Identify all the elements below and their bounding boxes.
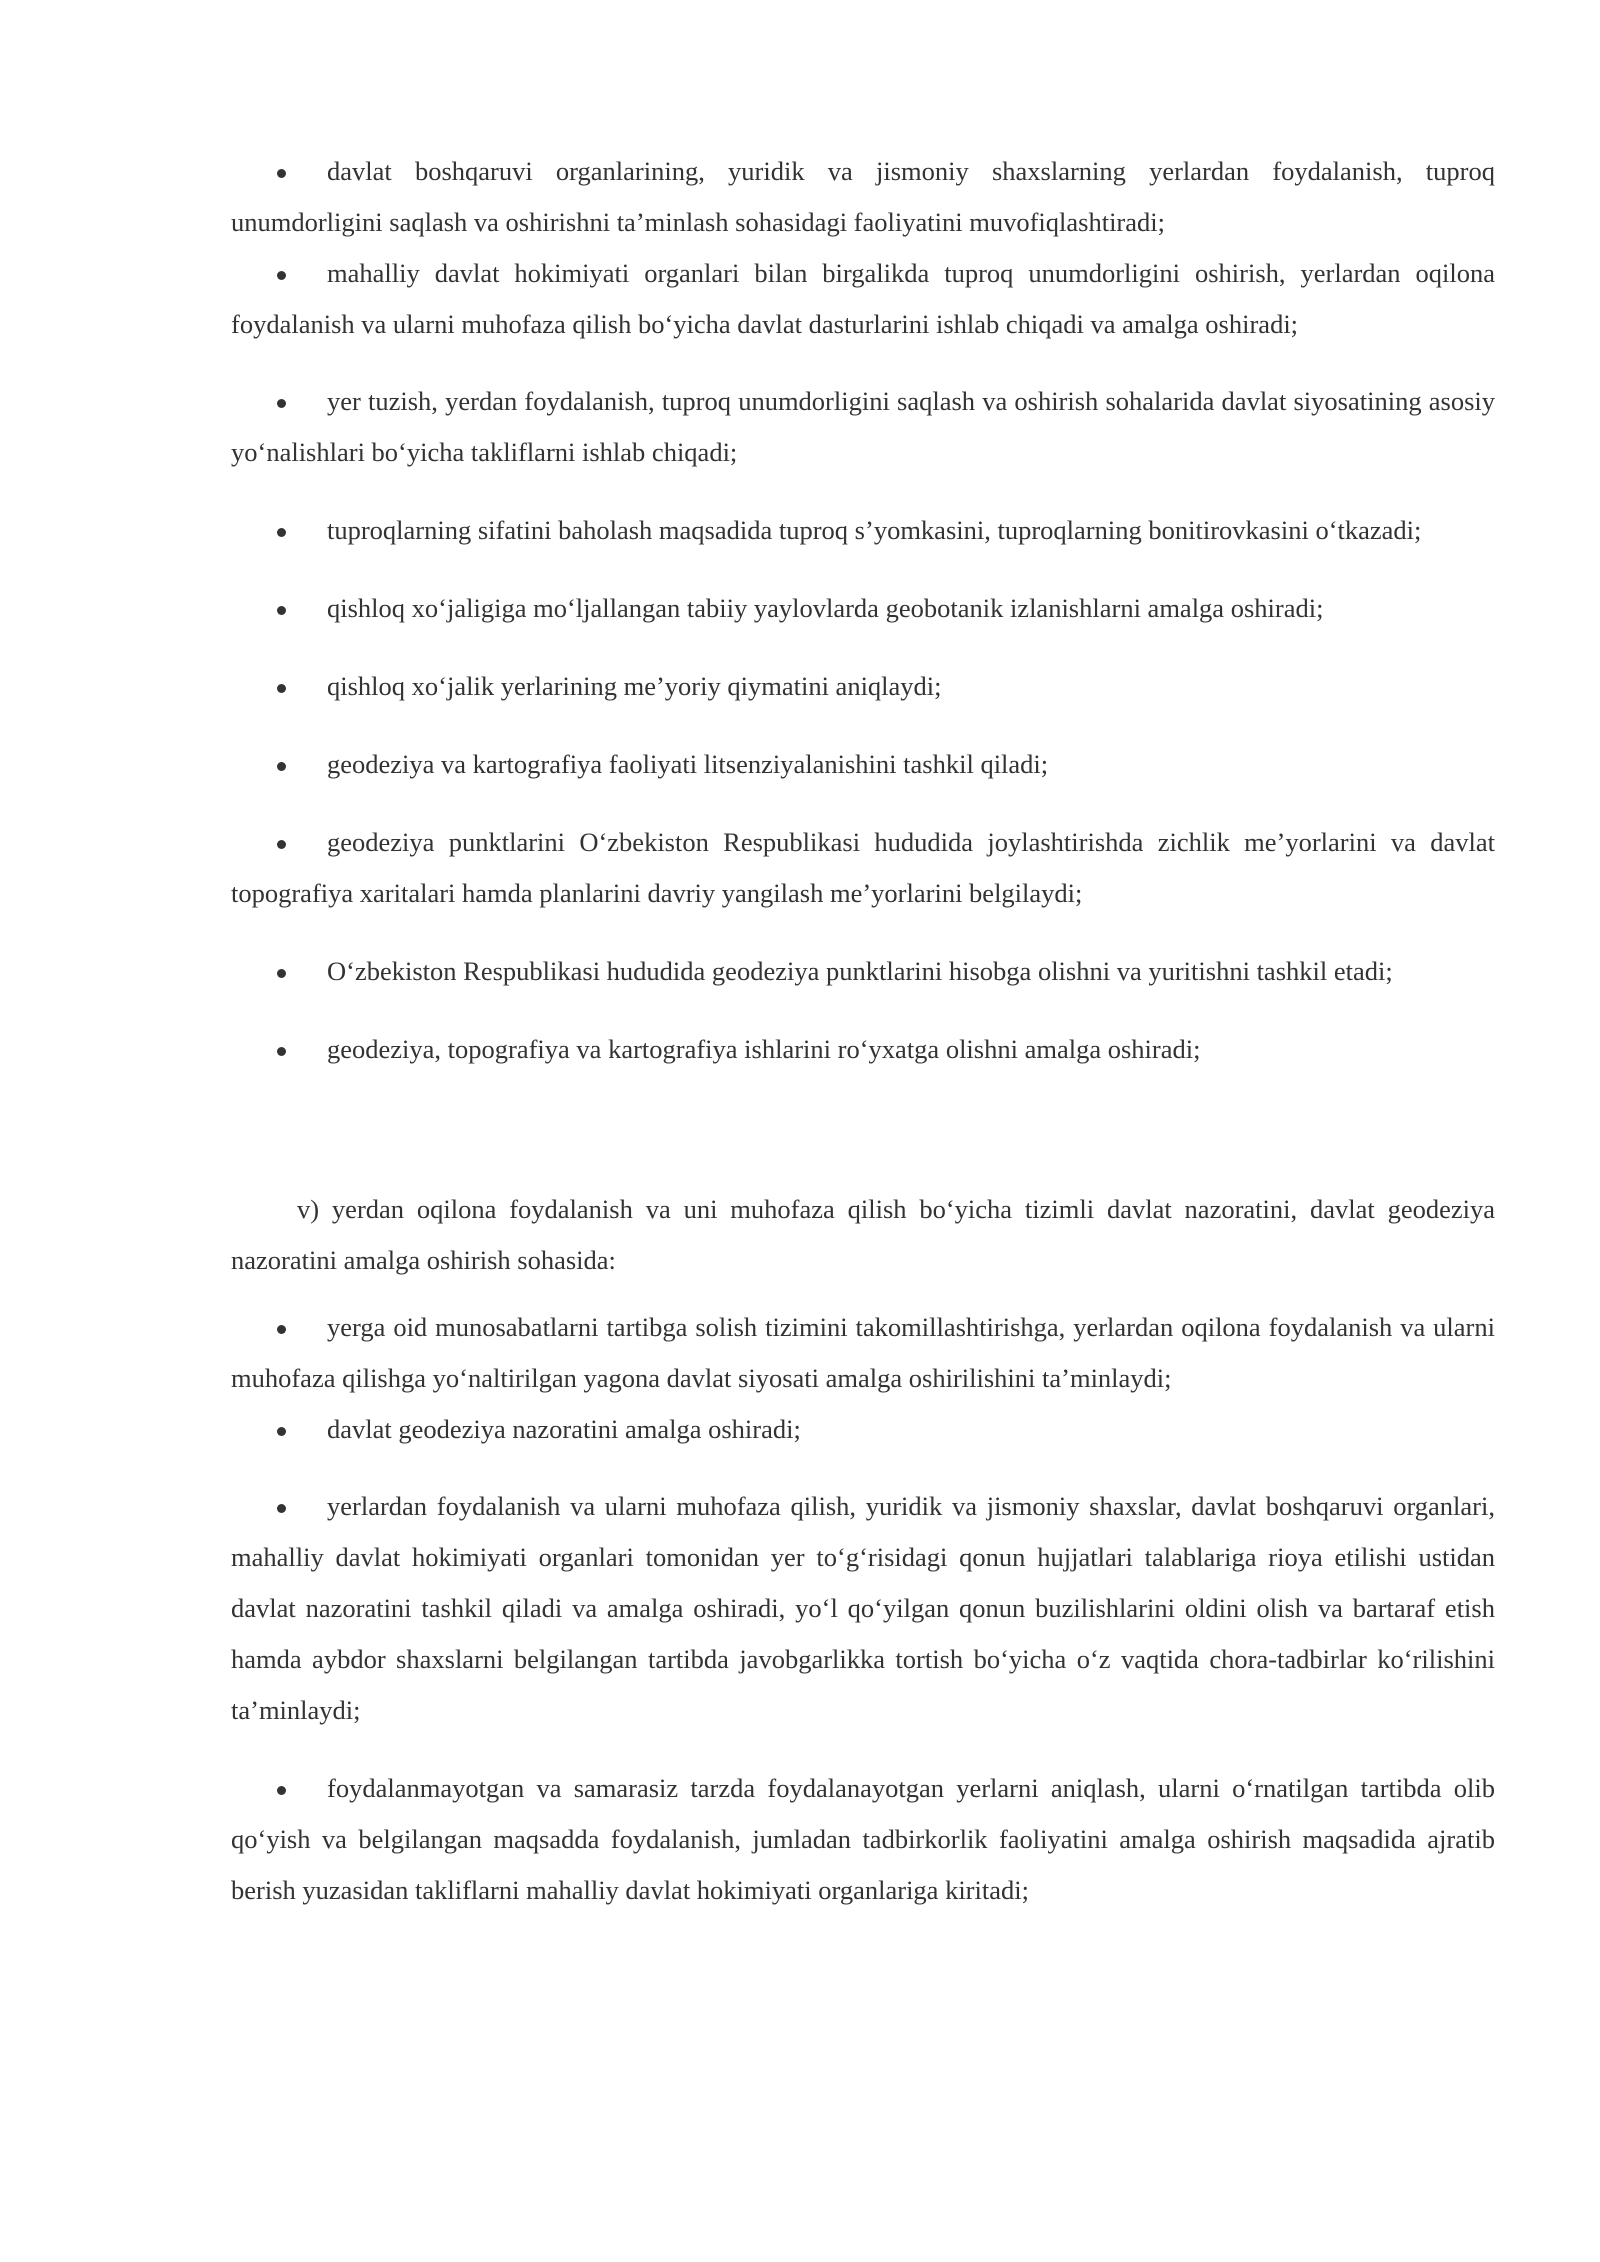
list-item-text: yer tuzish, yerdan foydalanish, tuproq unumdorligini saqlash va oshirish sohalarida davlat siyosatining asosiy yo‘nalishlari bo‘yicha takliflarni ishlab chiqadi; bbox=[231, 386, 1495, 467]
list-item-text: mahalliy davlat hokimiyati organlari bilan birgalikda tuproq unumdorligini oshirish, yerlardan oqilona foydalanish va ularni muhofaza qilish bo‘yicha davlat dasturlarini ishlab chiqadi va amalga oshiradi; bbox=[231, 258, 1495, 339]
list-item bbox=[231, 1481, 1495, 1736]
list-item-text: foydalanmayotgan va samarasiz tarzda foydalanayotgan yerlarni aniqlash, ularni o‘rnatilgan tartibda olib qo‘yish va belgilangan maqsadda foydalanish, jumladan tadbirkorlik faoliyatini amalga oshirish maqsadida ajratib berish yuzasidan takliflarni mahalliy davlat hokimiyati organlariga kiritadi; bbox=[231, 1773, 1495, 1905]
list-item-text: qishloq xo‘jalik yerlarining me’yoriy qiymatini aniqlaydi; bbox=[327, 671, 942, 701]
list-item-text: yerlardan foydalanish va ularni muhofaza qilish, yuridik va jismoniy shaxslar, davlat boshqaruvi organlari, mahalliy davlat hokimiyati organlari tomonidan yer to‘g‘risidagi qonun hujjatlari talablariga rioya etilishi ustidan davlat nazoratini tashkil qiladi va amalga oshiradi, yo‘l qo‘yilgan qonun buzilishlarini oldini olish va bartaraf etish hamda aybdor shaxslarni belgilangan tartibda javobgarlikka tortish bo‘yicha o‘z vaqtida chora-tadbirlar ko‘rilishini ta’minlaydi; bbox=[231, 1491, 1495, 1725]
bullet-icon bbox=[277, 1504, 286, 1513]
list-item bbox=[231, 817, 1495, 919]
list-item bbox=[231, 248, 1495, 350]
list-item bbox=[231, 1302, 1495, 1404]
bullet-icon bbox=[277, 169, 286, 178]
list-item bbox=[231, 146, 1495, 248]
document-body bbox=[231, 146, 1495, 1916]
list-item bbox=[231, 376, 1495, 478]
list-item-text: tuproqlarning sifatini baholash maqsadida tuproq s’yomkasini, tuproqlarning bonitirovkasini o‘tkazadi; bbox=[327, 515, 1422, 545]
list-item-text: davlat geodeziya nazoratini amalga oshiradi; bbox=[327, 1414, 801, 1444]
bullet-icon bbox=[277, 762, 286, 771]
list-item-text: geodeziya va kartografiya faoliyati litsenziyalanishini tashkil qiladi; bbox=[327, 749, 1049, 779]
bullet-icon bbox=[277, 528, 286, 537]
section-heading bbox=[231, 1184, 1495, 1286]
bullet-icon bbox=[277, 840, 286, 849]
bullet-icon bbox=[277, 684, 286, 693]
list-item bbox=[231, 1404, 1495, 1455]
list-item bbox=[231, 1763, 1495, 1916]
section-heading-text: v) yerdan oqilona foydalanish va uni muhofaza qilish bo‘yicha tizimli davlat nazoratini, davlat geodeziya nazoratini amalga oshirish sohasida: bbox=[231, 1194, 1495, 1275]
list-item bbox=[231, 739, 1495, 790]
list-item-text: qishloq xo‘jaligiga mo‘ljallangan tabiiy yaylovlarda geobotanik izlanishlarni amalga oshiradi; bbox=[327, 593, 1324, 623]
list-item bbox=[231, 946, 1495, 997]
list-item-text: O‘zbekiston Respublikasi hududida geodeziya punktlarini hisobga olishni va yuritishni tashkil etadi; bbox=[327, 956, 1393, 986]
bullet-icon bbox=[277, 1786, 286, 1795]
list-item bbox=[231, 1024, 1495, 1075]
bullet-icon bbox=[277, 1427, 286, 1436]
bullet-icon bbox=[277, 1047, 286, 1056]
list-item-text: yerga oid munosabatlarni tartibga solish tizimini takomillashtirishga, yerlardan oqilona foydalanish va ularni muhofaza qilishga yo‘naltirilgan yagona davlat siyosati amalga oshirilishini ta’minlaydi; bbox=[231, 1312, 1495, 1393]
bullet-icon bbox=[277, 271, 286, 280]
bullet-icon bbox=[277, 606, 286, 615]
list-item-text: geodeziya punktlarini O‘zbekiston Respublikasi hududida joylashtirishda zichlik me’yorlarini va davlat topografiya xaritalari hamda planlarini davriy yangilash me’yorlarini belgilaydi; bbox=[231, 827, 1495, 908]
list-item bbox=[231, 661, 1495, 712]
list-item bbox=[231, 505, 1495, 556]
bullet-icon bbox=[277, 969, 286, 978]
list-item-text: geodeziya, topografiya va kartografiya ishlarini ro‘yxatga olishni amalga oshiradi; bbox=[327, 1034, 1201, 1064]
bullet-icon bbox=[277, 399, 286, 408]
bullet-icon bbox=[277, 1325, 286, 1334]
list-item-text: davlat boshqaruvi organlarining, yuridik va jismoniy shaxslarning yerlardan foydalanish, tuproq unumdorligini saqlash va oshirishni ta’minlash sohasidagi faoliyatini muvofiqlashtiradi; bbox=[231, 156, 1495, 237]
list-item bbox=[231, 583, 1495, 634]
